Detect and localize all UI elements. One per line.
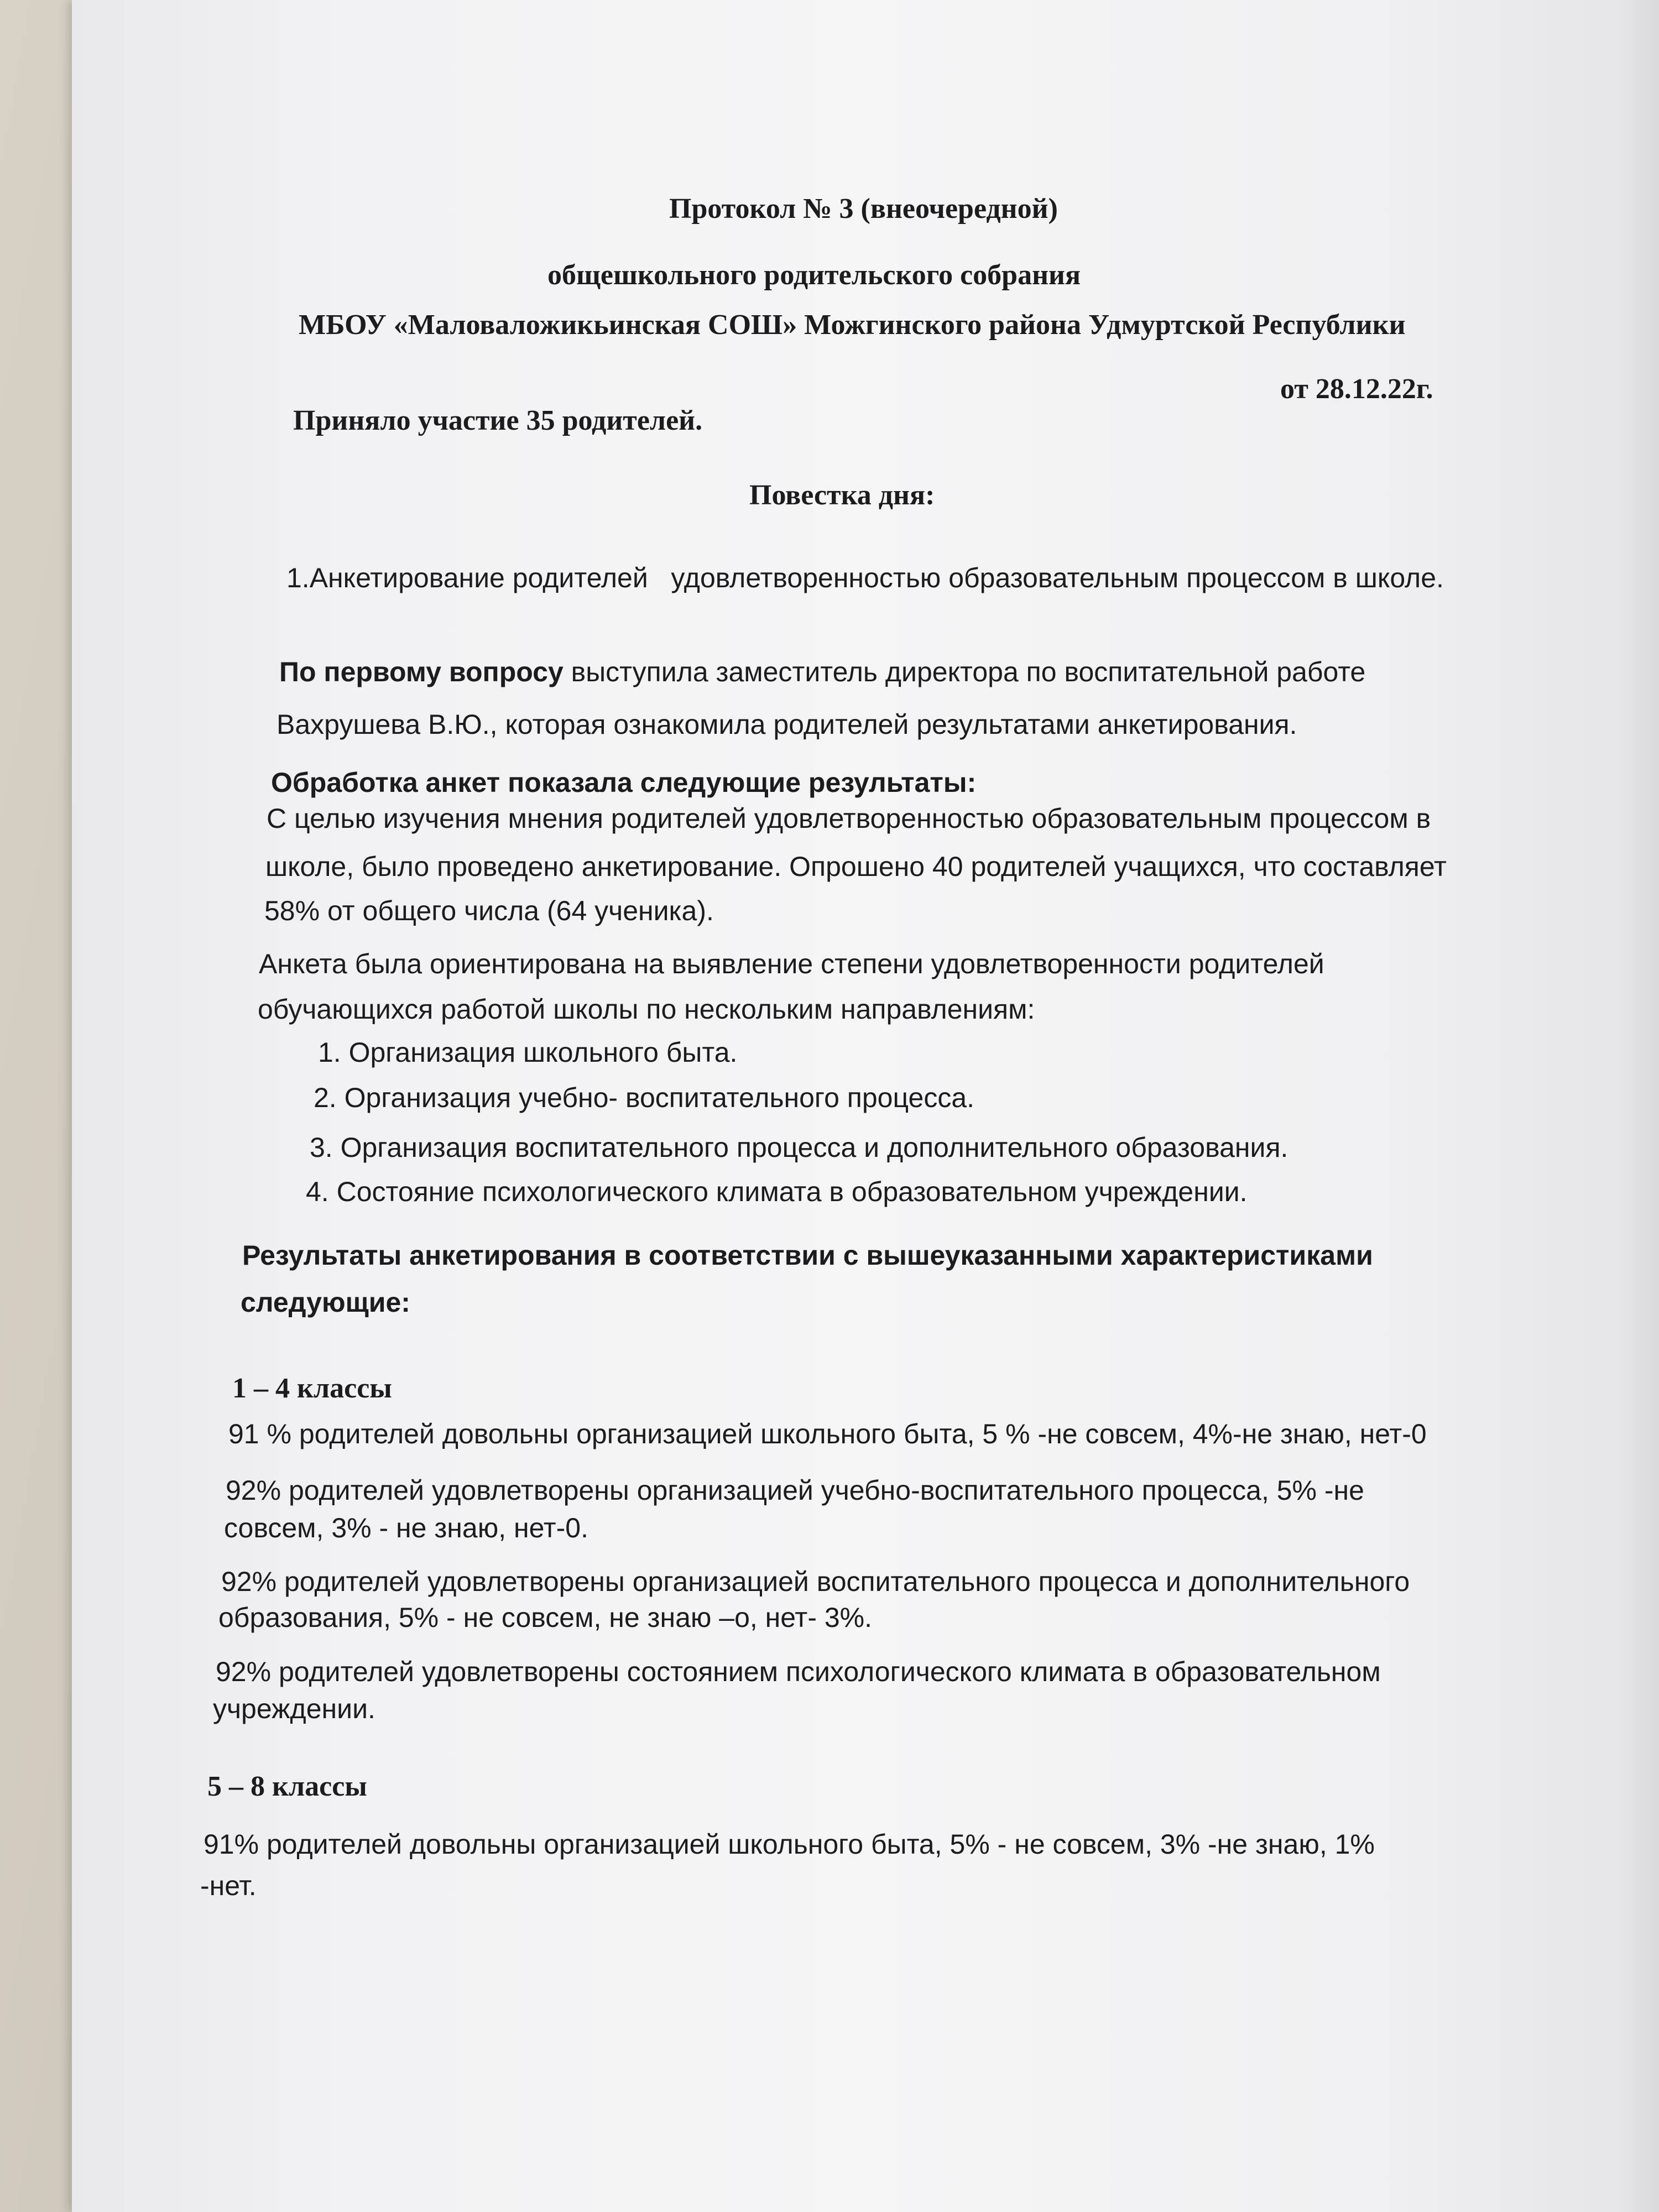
questionnaire-line-1: Анкета была ориентирована на выявление степени удовлетворенности родителей bbox=[259, 948, 1324, 979]
grades-1-4-line-7: учреждении. bbox=[213, 1693, 375, 1724]
first-question-label: По первому вопросу bbox=[279, 656, 564, 687]
grades-1-4-line-4: 92% родителей удовлетворены организацией воспитательного процесса и дополнительного bbox=[221, 1566, 1410, 1597]
grades-1-4-heading: 1 – 4 классы bbox=[232, 1373, 392, 1404]
direction-4: 4. Состояние психологического климата в образовательном учреждении. bbox=[306, 1176, 1248, 1207]
intro-line-1: С целью изучения мнения родителей удовлетворенностью образовательным процессом в bbox=[267, 803, 1431, 834]
grades-5-8-line-2: -нет. bbox=[200, 1870, 257, 1901]
direction-1: 1. Организация школьного быта. bbox=[318, 1037, 738, 1068]
direction-3: 3. Организация воспитательного процесса и дополнительного образования. bbox=[310, 1132, 1288, 1163]
grades-1-4-line-1: 91 % родителей довольны организацией школьного быта, 5 % -не совсем, 4%-не знаю, нет-0 bbox=[228, 1418, 1427, 1449]
grades-5-8-line-1: 91% родителей довольны организацией школьного быта, 5% - не совсем, 3% -не знаю, 1% bbox=[204, 1829, 1375, 1860]
school-name: МБОУ «Маловаложикьинская СОШ» Можгинского района Удмуртской Республики bbox=[299, 309, 1406, 341]
direction-2: 2. Организация учебно- воспитательного процесса. bbox=[314, 1082, 975, 1113]
intro-line-3: 58% от общего числа (64 ученика). bbox=[264, 895, 714, 926]
results-heading-line-2: следующие: bbox=[241, 1287, 410, 1318]
grades-1-4-line-2: 92% родителей удовлетворены организацией учебно-воспитательного процесса, 5% -не bbox=[226, 1475, 1364, 1506]
protocol-title: Протокол № 3 (внеочередной) bbox=[669, 193, 1058, 225]
questionnaire-line-2: обучающихся работой школы по нескольким направлениям: bbox=[258, 994, 1035, 1025]
agenda-item: 1.Анкетирование родителей удовлетворенностью образовательным процессом в школе. bbox=[286, 562, 1444, 593]
grades-1-4-line-6: 92% родителей удовлетворены состоянием психологического климата в образовательном bbox=[216, 1656, 1381, 1687]
agenda-heading: Повестка дня: bbox=[749, 479, 935, 511]
protocol-date: от 28.12.22г. bbox=[1280, 373, 1433, 405]
document-page bbox=[72, 0, 1659, 2212]
intro-line-2: школе, было проведено анкетирование. Опрошено 40 родителей учащихся, что составляет bbox=[265, 851, 1447, 882]
first-question-line-2: Вахрушева В.Ю., которая ознакомила родителей результатами анкетирования. bbox=[276, 709, 1297, 740]
first-question-line-1 bbox=[279, 658, 1365, 686]
processing-heading: Обработка анкет показала следующие результаты: bbox=[271, 767, 977, 798]
grades-1-4-line-5: образования, 5% - не совсем, не знаю –о, нет- 3%. bbox=[218, 1602, 873, 1633]
grades-1-4-line-3: совсем, 3% - не знаю, нет-0. bbox=[224, 1512, 588, 1543]
meeting-subtitle: общешкольного родительского собрания bbox=[547, 259, 1081, 291]
grades-5-8-heading: 5 – 8 классы bbox=[207, 1771, 367, 1802]
results-heading-line-1: Результаты анкетирования в соответствии с вышеуказанными характеристиками bbox=[242, 1240, 1373, 1271]
paper-edge-shadow bbox=[1620, 0, 1659, 2212]
first-question-speaker-role: выступила заместитель директора по воспитательной работе bbox=[563, 656, 1366, 687]
participants-count: Приняло участие 35 родителей. bbox=[293, 405, 703, 436]
